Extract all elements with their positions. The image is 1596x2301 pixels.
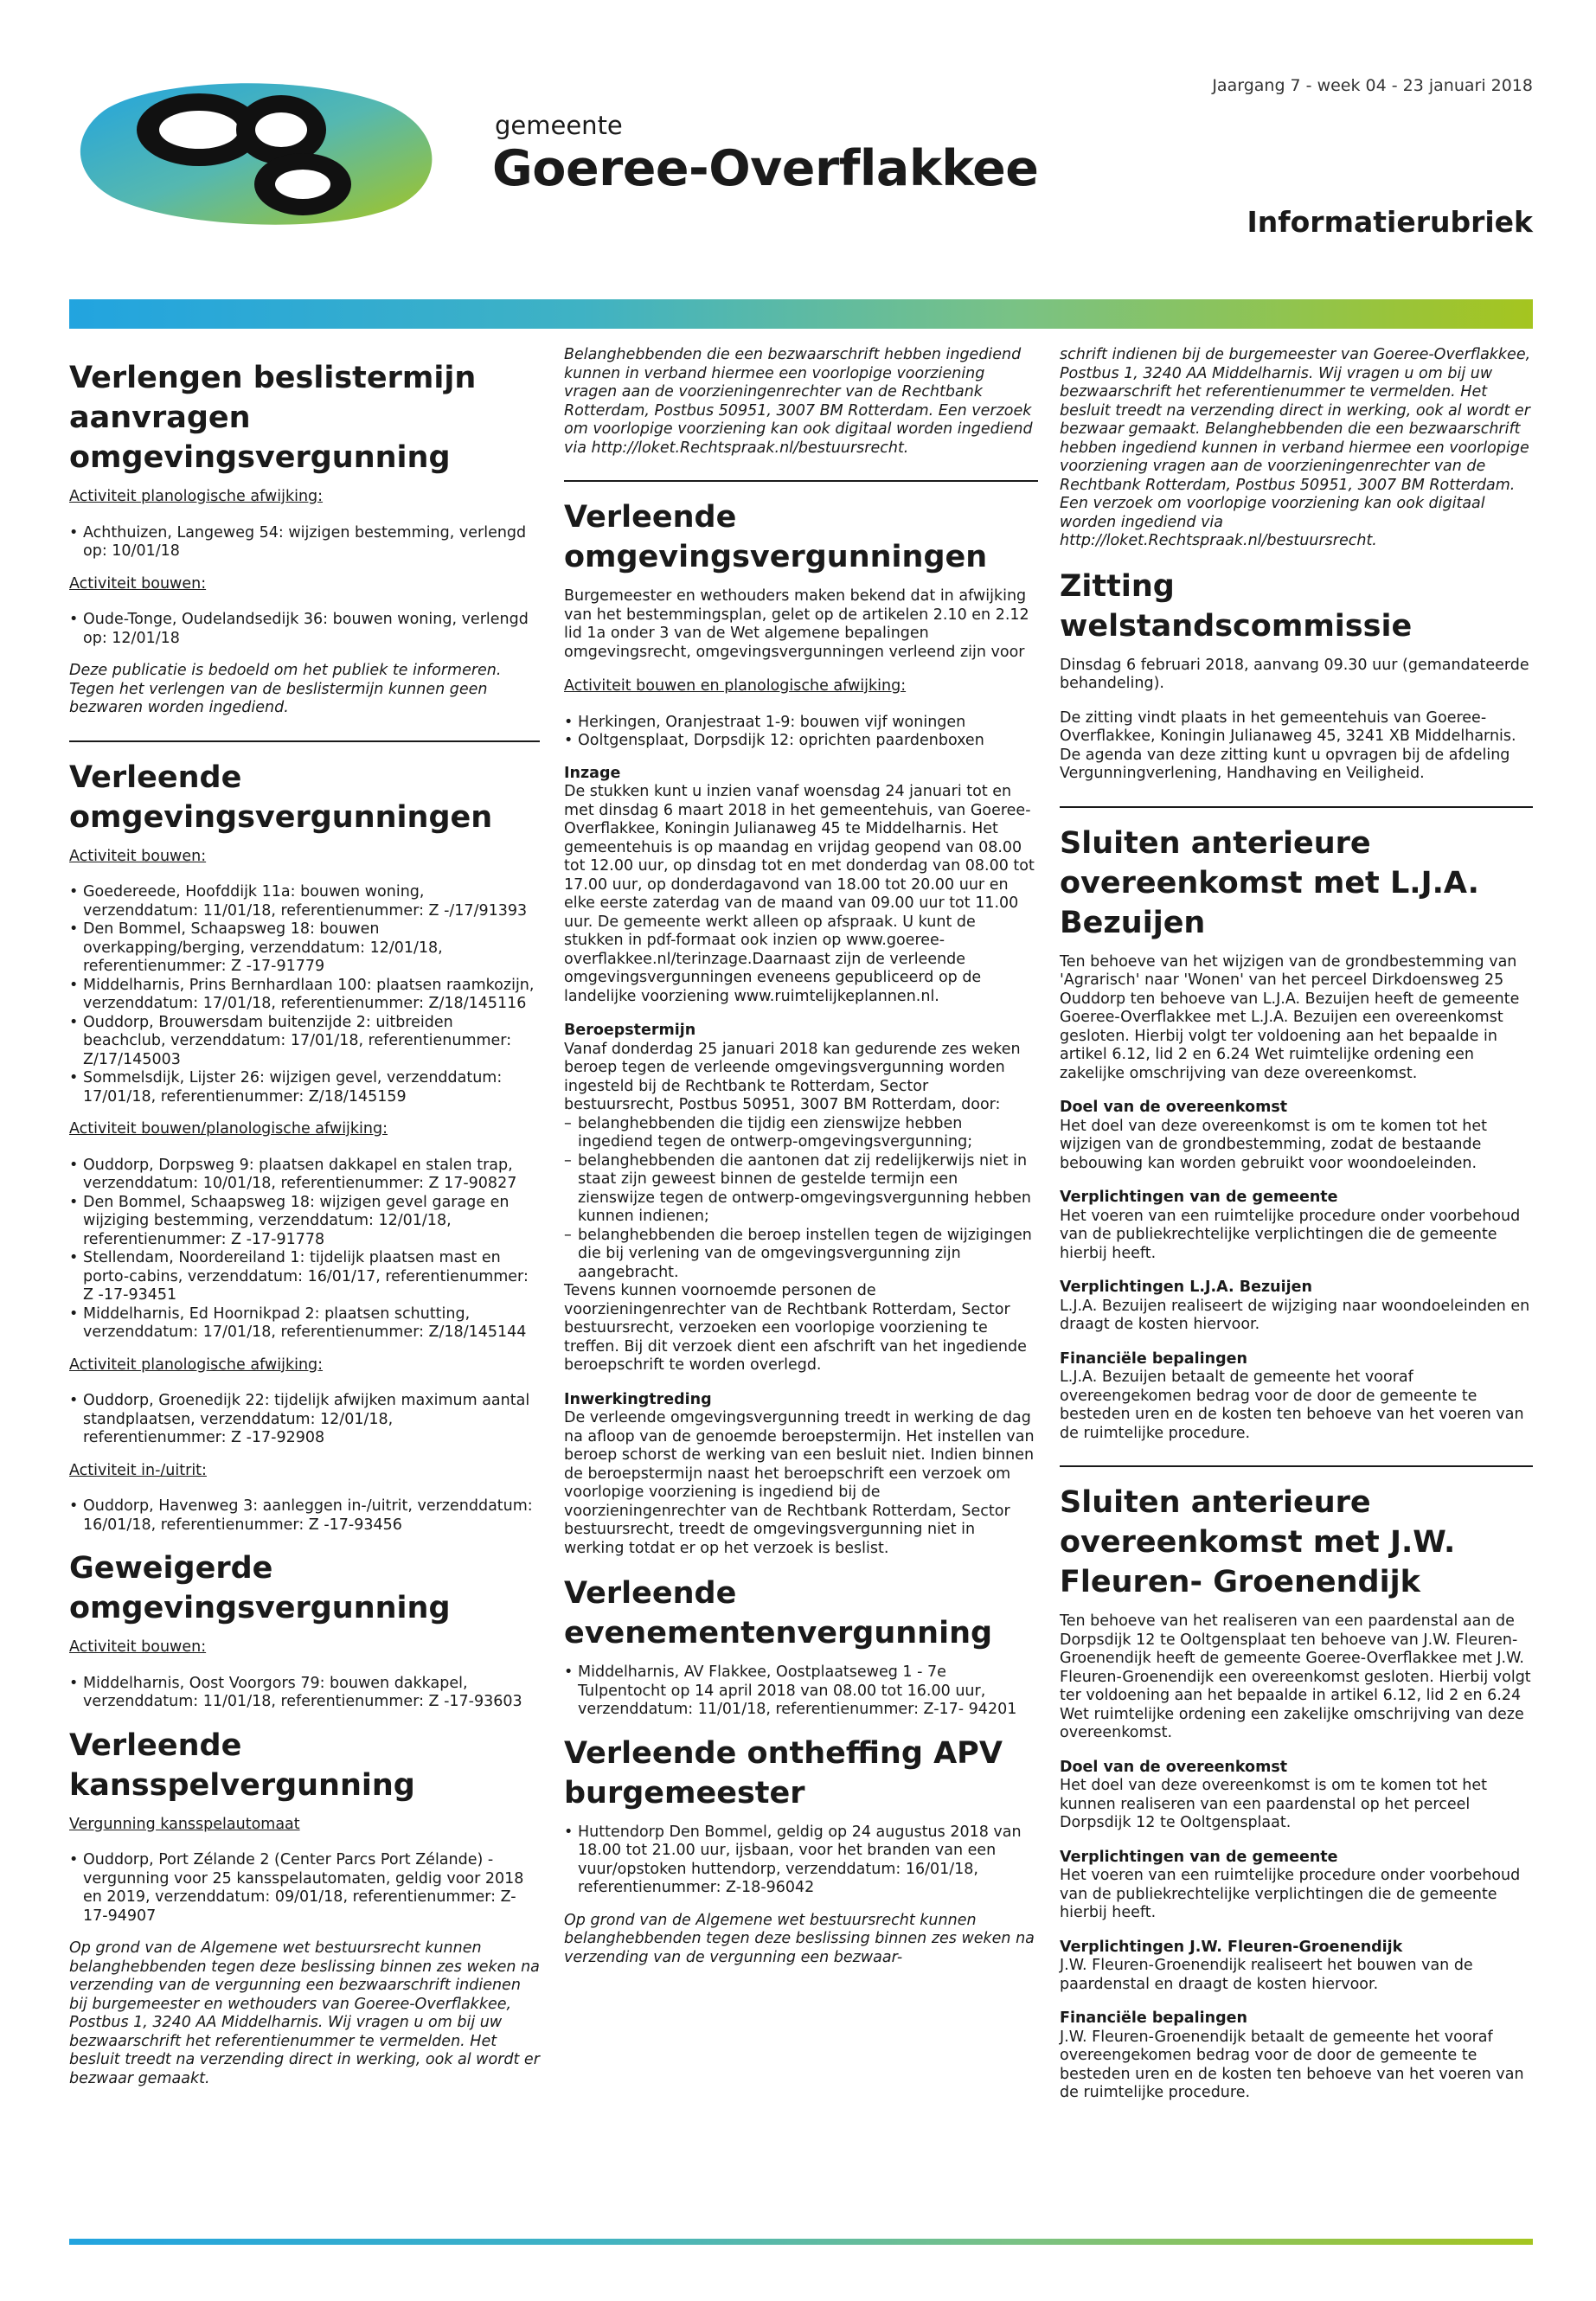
list (69, 1851, 540, 1926)
activity-heading: Activiteit planologische afwijking: (69, 488, 324, 505)
subheading: Financiële bepalingen (1060, 1349, 1247, 1368)
notice-text: Deze publicatie is bedoeld om het publiek te informeren. Tegen het verlengen van de beslistermijn kunnen geen bezwaren worden ingediend. (69, 662, 502, 716)
list-item: • Ooltgensplaat, Dorpsdijk 12: oprichten paardenboxen (564, 732, 1038, 751)
paragraph: L.J.A. Bezuijen betaalt de gemeente het vooraf overeengekomen bedrag voor de door de gemeente te besteden uren en de kosten ten behoeve van het voeren van de ruimtelijke procedure. (1060, 1368, 1524, 1442)
section-title: Verleende omgevingsvergunningen (69, 760, 493, 835)
paragraph: Het voeren van een ruimtelijke procedure onder voorbehoud van de publiekrechtelijke verplichtingen die de gemeente hierbij heeft. (1060, 1867, 1521, 1921)
paragraph: Burgemeester en wethouders maken bekend dat in afwijking van het bestemmingsplan, gelet op de artikelen 2.10 en 2.12 lid 1a onder 3 van de Wet algemene bepalingen omgevingsrecht, omgevingsvergunningen verleend zijn voor (564, 587, 1029, 661)
list (69, 1157, 540, 1343)
list (69, 883, 540, 1106)
header-gradient-band (69, 299, 1533, 329)
list-item: • Goedereede, Hoofddijk 11a: bouwen woning, verzenddatum: 11/01/18, referentienummer: Z -/17/91393 (69, 883, 540, 920)
list (69, 1392, 540, 1448)
activity-heading: Activiteit planologische afwijking: (69, 1356, 324, 1374)
subheading: Inzage (564, 764, 621, 782)
list-item: • Ouddorp, Havenweg 3: aanleggen in-/uitrit, verzenddatum: 16/01/18, referentienummer: Z -17-93456 (69, 1497, 540, 1535)
section-divider (69, 740, 540, 742)
list-item: • Huttendorp Den Bommel, geldig op 24 augustus 2018 van 18.00 tot 21.00 uur, ijsbaan, voor het branden van een vuur/opstoken huttendorp, verzenddatum: 16/01/18, referentienummer: Z-18-96042 (564, 1823, 1038, 1898)
paragraph: Vanaf donderdag 25 januari 2018 kan gedurende zes weken beroep tegen de verleende omgevingsvergunning worden ingesteld bij de Rechtbank te Rotterdam, Sector bestuursrecht, Postbus 50951, 3007 BM Rotterdam, door: (564, 1040, 1021, 1113)
list (564, 1823, 1038, 1898)
activity-heading: Activiteit bouwen: (69, 574, 207, 593)
section-divider (564, 480, 1038, 482)
section-title: Sluiten anterieure overeenkomst met J.W. Fleuren- Groenendijk (1060, 1485, 1456, 1599)
paragraph: Het doel van deze overeenkomst is om te komen tot het wijzigen van de grondbestemming, zodat de bestaande bebouwing kan worden gebruikt voor woondoeleinden. (1060, 1117, 1487, 1172)
section-title: Geweigerde omgevingsvergunning (69, 1551, 451, 1625)
paragraph: Ten behoeve van het realiseren van een paardenstal aan de Dorpsdijk 12 te Ooltgensplaat ten behoeve van J.W. Fleuren-Groenendijk heeft de gemeente Goeree-Overflakkee met J.W. Fleuren-Groenendijk een overeenkomst gesloten. Hierbij volgt ter voldoening aan het bepaalde in artikel 6.12, lid 2 en 6.24 Wet ruimtelijke ordening een zakelijke omschrijving van deze overeenkomst. (1060, 1612, 1531, 1741)
list (69, 1497, 540, 1535)
subheading: Verplichtingen van de gemeente (1060, 1848, 1338, 1866)
section-title: Zitting welstandscommissie (1060, 568, 1413, 644)
section-title: Verleende kansspelvergunning (69, 1727, 415, 1803)
notice-text: Op grond van de Algemene wet bestuursrecht kunnen belanghebbenden tegen deze beslissing binnen zes weken na verzending van de vergunning een bezwaar- (564, 1911, 1035, 1966)
list (564, 1663, 1038, 1720)
activity-heading: Activiteit bouwen: (69, 847, 207, 865)
subheading: Doel van de overeenkomst (1060, 1758, 1288, 1776)
paragraph: Ten behoeve van het wijzigen van de grondbestemming van 'Agrarisch' naar 'Wonen' van het perceel Dirkdoensweg 25 Ouddorp ten behoeve van L.J.A. Bezuijen heeft de gemeente Goeree-Overflakkee met L.J.A. Bezuijen een overeenkomst gesloten. Hierbij volgt ter voldoening aan het bepaalde in artikel 6.12, lid 2 en 6.24 Wet ruimtelijke ordening een zakelijke omschrijving van deze overeenkomst. (1060, 952, 1520, 1082)
list-item: • Oude-Tonge, Oudelandsedijk 36: bouwen woning, verlengd op: 12/01/18 (69, 611, 540, 648)
list-item: – belanghebbenden die tijdig een zienswijze hebben ingediend tegen de ontwerp-omgevingsvergunning; (564, 1115, 1038, 1152)
column-1 (69, 346, 540, 2104)
gemeente-logo (69, 76, 441, 228)
list (69, 611, 540, 648)
list (69, 1675, 540, 1712)
list-item: – belanghebbenden die aantonen dat zij redelijkerwijs niet in staat zijn geweest binnen de gestelde termijn een zienswijze tegen de ontwerp-omgevingsvergunning hebben kunnen indienen; (564, 1152, 1038, 1227)
section-divider (1060, 1465, 1533, 1467)
subheading: Verplichtingen van de gemeente (1060, 1189, 1338, 1206)
subheading: Verplichtingen J.W. Fleuren-Groenendijk (1060, 1938, 1403, 1956)
section-title: Verleende ontheffing APV burgemeester (564, 1735, 1003, 1811)
list-item: • Ouddorp, Dorpsweg 9: plaatsen dakkapel en stalen trap, verzenddatum: 10/01/18, referentienummer: Z 17-90827 (69, 1157, 540, 1194)
paragraph: Het voeren van een ruimtelijke procedure onder voorbehoud van de publiekrechtelijke verplichtingen die de gemeente hierbij heeft. (1060, 1207, 1521, 1262)
notice-text: Belanghebbenden die een bezwaarschrift hebben ingediend kunnen in verband hiermee een voorlopige voorziening vragen aan de voorzieningenrechter van de Rechtbank Rotterdam, Postbus 50951, 3007 BM Rotterdam. Een verzoek om voorlopige voorziening kan ook digitaal worden ingediend via http://loket.Rechtspraak.nl/bestuursrecht. (564, 346, 1033, 457)
section-title: Verlengen beslistermijn aanvragen omgevingsvergunning (69, 361, 477, 475)
paragraph: J.W. Fleuren-Groenendijk realiseert het bouwen van de paardenstal en draagt de kosten hiervoor. (1060, 1957, 1473, 1993)
activity-heading: Vergunning kansspelautomaat (69, 1815, 300, 1833)
subheading: Beroepstermijn (564, 1022, 696, 1039)
paragraph: De zitting vindt plaats in het gemeentehuis van Goeree-Overflakkee, Koningin Julianaweg 45, 3241 XB Middelharnis. De agenda van deze zitting kunt u opvragen bij de afdeling Vergunningverlening, Handhaving en Veiligheid. (1060, 708, 1516, 782)
subheading: Financiële bepalingen (1060, 2009, 1247, 2027)
paragraph: De stukken kunt u inzien vanaf woensdag 24 januari tot en met dinsdag 6 maart 2018 in het gemeentehuis, van Goeree-Overflakkee, Koningin Julianaweg 45 te Middelharnis. Het gemeentehuis is op maandag en vrijdag geopend van 08.00 tot 12.00 uur, op dinsdag tot en met donderdag van 08.00 tot 17.00 uur, op donderdagavond van 18.00 tot 20.00 uur en elke eerste zaterdag van de maand van 09.00 uur tot 11.00 uur. De gemeente werkt alleen op afspraak. U kunt de stukken in pdf-formaat ook inzien op www.goeree-overflakkee.nl/terinzage.Daarnaast zijn de verleende omgevingsvergunningen eveneens gepubliceerd op de landelijke voorziening www.ruimtelijkeplannen.nl. (564, 783, 1035, 1005)
list (69, 524, 540, 561)
list-item: • Ouddorp, Groenedijk 22: tijdelijk afwijken maximum aantal standplaatsen, verzenddatum: 12/01/18, referentienummer: Z -17-92908 (69, 1392, 540, 1448)
rubriek-title: Informatierubriek (1247, 205, 1533, 239)
list-item: • Ouddorp, Port Zélande 2 (Center Parcs Port Zélande) - vergunning voor 25 kansspelautomaten, geldig voor 2018 en 2019, verzenddatum: 09/01/18, referentienummer: Z-17-94907 (69, 1851, 540, 1926)
subheading: Inwerkingtreding (564, 1390, 712, 1408)
activity-heading: Activiteit bouwen: (69, 1638, 207, 1656)
list (564, 1115, 1038, 1283)
list-item: • Middelharnis, Prins Bernhardlaan 100: plaatsen raamkozijn, verzenddatum: 17/01/18, referentienummer: Z/18/145116 (69, 977, 540, 1014)
list-item: • Den Bommel, Schaapsweg 18: wijzigen gevel garage en wijziging bestemming, verzenddatum: 12/01/18, referentienummer: Z -17-91778 (69, 1194, 540, 1250)
footer-gradient-band (69, 2239, 1533, 2245)
list-item: • Herkingen, Oranjestraat 1-9: bouwen vijf woningen (564, 714, 1038, 733)
list-item: • Den Bommel, Schaapsweg 18: bouwen overkapping/berging, verzenddatum: 12/01/18, referentienummer: Z -17-91779 (69, 920, 540, 977)
header-gemeente: gemeente (495, 111, 623, 140)
column-3 (1060, 346, 1533, 2118)
list-item: • Sommelsdijk, Lijster 26: wijzigen gevel, verzenddatum: 17/01/18, referentienummer: Z/18/145159 (69, 1069, 540, 1106)
paragraph: De verleende omgevingsvergunning treedt in werking de dag na afloop van de genoemde beroepstermijn. Het instellen van beroep schorst de werking van een besluit niet. Indien binnen de beroepstermijn naast het beroepschrift een verzoek om voorlopige voorziening is ingediend bij de voorzieningenrechter van de Rechtbank Rotterdam, Sector bestuursrecht, treedt de omgevingsvergunning niet in werking totdat er op het verzoek is beslist. (564, 1409, 1035, 1557)
list-item: • Middelharnis, AV Flakkee, Oostplaatseweg 1 - 7e Tulpentocht op 14 april 2018 van 08.00 tot 16.00 uur, verzenddatum: 11/01/18, referentienummer: Z-17- 94201 (564, 1663, 1038, 1720)
list-item: • Achthuizen, Langeweg 54: wijzigen bestemming, verlengd op: 10/01/18 (69, 524, 540, 561)
list-item: • Stellendam, Noordereiland 1: tijdelijk plaatsen mast en porto-cabins, verzenddatum: 16/01/17, referentienummer: Z -17-93451 (69, 1249, 540, 1305)
list-item: • Middelharnis, Ed Hoornikpad 2: plaatsen schutting, verzenddatum: 17/01/18, referentienummer: Z/18/145144 (69, 1305, 540, 1343)
issue-info: Jaargang 7 - week 04 - 23 januari 2018 (1212, 76, 1533, 95)
notice-text: Op grond van de Algemene wet bestuursrecht kunnen belanghebbenden tegen deze beslissing binnen zes weken na verzending van de vergunning een bezwaarschrift indienen bij burgemeester en wethouders van Goeree-Overflakkee, Postbus 1, 3240 AA Middelharnis. Wij vragen u om bij uw bezwaarschrift het referentienummer te vermelden. Het besluit treedt na verzending direct in werking, ook al wordt er bezwaar gemaakt. (69, 1939, 540, 2087)
paragraph: L.J.A. Bezuijen realiseert de wijziging naar woondoeleinden en draagt de kosten hiervoor. (1060, 1297, 1530, 1333)
list-item: • Middelharnis, Oost Voorgors 79: bouwen dakkapel, verzenddatum: 11/01/18, referentienummer: Z -17-93603 (69, 1675, 540, 1712)
section-title: Sluiten anterieure overeenkomst met L.J.A. Bezuijen (1060, 825, 1479, 940)
list (564, 714, 1038, 751)
subheading: Doel van de overeenkomst (1060, 1099, 1288, 1116)
subheading: Verplichtingen L.J.A. Bezuijen (1060, 1279, 1312, 1296)
activity-heading: Activiteit bouwen en planologische afwijking: (564, 677, 907, 695)
paragraph: Tevens kunnen voornoemde personen de voorzieningenrechter van de Rechtbank Rotterdam, Sector bestuursrecht, verzoeken een voorlopige voorziening te treffen. Bij dit verzoek dient een afschrift van het ingediende beroepschrift te worden overlegd. (564, 1282, 1027, 1374)
activity-heading: Activiteit in-/uitrit: (69, 1461, 207, 1479)
section-title: Verleende omgevingsvergunningen (564, 500, 988, 574)
section-title: Verleende evenementenvergunning (564, 1576, 993, 1650)
paragraph: Het doel van deze overeenkomst is om te komen tot het kunnen realiseren van een paardenstal op het perceel Dorpsdijk 12 te Ooltgensplaat. (1060, 1777, 1487, 1831)
column-2 (564, 346, 1038, 1983)
section-divider (1060, 806, 1533, 808)
activity-heading: Activiteit bouwen/planologische afwijking: (69, 1120, 388, 1138)
list-item: • Ouddorp, Brouwersdam buitenzijde 2: uitbreiden beachclub, verzenddatum: 17/01/18, referentienummer: Z/17/145003 (69, 1014, 540, 1070)
paragraph: Dinsdag 6 februari 2018, aanvang 09.30 uur (gemandateerde behandeling). (1060, 656, 1529, 692)
header-municipality-name: Goeree-Overflakkee (492, 140, 1039, 197)
list-item: – belanghebbenden die beroep instellen tegen de wijzigingen die bij verlening van de omgevingsvergunning zijn aangebracht. (564, 1227, 1038, 1283)
notice-text: schrift indienen bij de burgemeester van Goeree-Overflakkee, Postbus 1, 3240 AA Middelharnis. Wij vragen u om bij uw bezwaarschrift het referentienummer te vermelden. Het besluit treedt na verzending direct in werking, ook al wordt er bezwaar gemaakt. Belanghebbenden die een bezwaarschrift hebben ingediend kunnen in verband hiermee een voorlopige voorziening vragen aan de voorzieningenrechter van de Rechtbank Rotterdam, Postbus 50951, 3007 BM Rotterdam. Een verzoek om voorlopige voorziening kan ook digitaal worden ingediend via http://loket.Rechtspraak.nl/bestuursrecht. (1060, 346, 1531, 549)
paragraph: J.W. Fleuren-Groenendijk betaalt de gemeente het vooraf overeengekomen bedrag voor de door de gemeente te besteden uren en de kosten ten behoeve van het voeren van de ruimtelijke procedure. (1060, 2028, 1524, 2101)
